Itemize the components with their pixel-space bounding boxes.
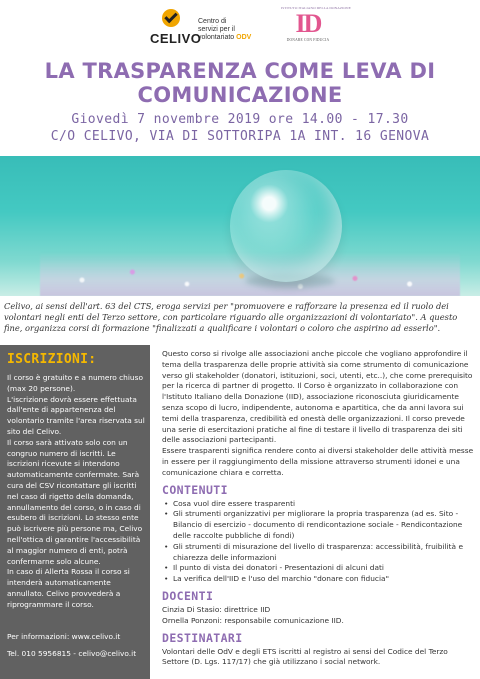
celivo-logo [150, 8, 260, 48]
contact-separator: - [70, 648, 79, 658]
main-content [162, 349, 474, 668]
iid-subtitle: DONARE CON FIDUCIA [286, 38, 330, 42]
glass-sphere [230, 170, 342, 282]
list-item: • Gli strumenti organizzativi per migliorare la propria trasparenza (ad es. Sito - Bilancio di esercizio - documento di rendicontazione sociale - Rendicontazione delle raccolte pubbliche di fondi) [162, 509, 474, 541]
celivo-tagline: Centro di servizi per il volontariato ODV [198, 18, 252, 41]
iid-arch-text: ISTITUTO ITALIANO DELLA DONAZIONE [281, 6, 351, 10]
docente-entry: Cinzia Di Stasio: direttrice IID [162, 604, 271, 614]
list-item: • La verifica dell'IID e l'uso del marchio "donare con fiducia" [162, 574, 474, 585]
iscrizioni-paragraph: L'iscrizione dovrà essere effettuata dall'ente di appartenenza del volontario tramite l'area riservata sul sito del Celivo. [7, 394, 145, 436]
description-paragraph: Essere trasparenti significa rendere conto ai diversi stakeholder delle attività messe in essere per il raggiungimento della missione attraverso strumenti idonei e una comunicazione chiara e corretta. [162, 446, 474, 477]
iscrizioni-paragraph: In caso di Allerta Rossa il corso si intenderà automaticamente annullato. Celivo provvederà a riprogrammare il corso. [7, 567, 130, 609]
email-link[interactable]: celivo@celivo.it [78, 648, 137, 658]
intro-text: Celivo, ai sensi dell'art. 63 del CTS, eroga servizi per "promuovere e rafforzare la presenza ed il ruolo dei volontari negli enti del Terzo settore, con particolare riguardo alle organizzazioni di volontariato". A questo fine, organizza corsi di formazione "finalizzati a qualificare i volontari o coloro che aspirino ad esserlo". [4, 301, 458, 333]
contenuti-heading: CONTENUTI [162, 482, 228, 497]
docente-entry: Ornella Ponzoni: responsabile comunicazione IID. [162, 615, 344, 625]
info-website-link[interactable]: Per informazioni: www.celivo.it [7, 632, 121, 641]
page-title-line-2: COMUNICAZIONE [137, 83, 343, 107]
list-item: • Gli strumenti di misurazione del livello di trasparenza: accessibilità, fruibilità e chiarezza delle informazioni [162, 542, 474, 564]
event-place: C/O CELIVO, VIA DI SOTTORIPA 1A INT. 16 GENOVA [50, 129, 430, 144]
contact-info [7, 632, 149, 660]
iid-logo [281, 6, 351, 52]
iid-mark: ID [295, 9, 321, 38]
celivo-check-icon [150, 9, 202, 47]
phone-number[interactable]: Tel. 010 5956815 [7, 648, 71, 658]
description-paragraph: Questo corso si rivolge alle associazioni anche piccole che vogliano approfondire il tema della trasparenza delle proprie attività sia come strumento di comunicazione verso gli stakeholder (donatori, istituzioni, soci, utenti, etc..), che come prerequisito per la ricerca di partner di progetto. Il Corso è organizzato in collaborazione con l'Istituto Italiano della Donazione (IID), associazione riconosciuta giuridicamente senza scopo di lucro, indipendente, autonoma e apartitica, che da anni lavora sui temi della trasparenza, credibilità ed onestà delle organizzazioni. Il corso prevede una serie di esercitazioni pratiche al fine di testare il livello di trasparenza dei siti delle associazioni partecipanti. [162, 349, 473, 445]
list-item: • Il punto di vista dei donatori - Presentazioni di alcuni dati [162, 563, 474, 574]
iscrizioni-heading: ISCRIZIONI: [7, 352, 97, 367]
contenuti-list [162, 499, 474, 585]
destinatari-heading: DESTINATARI [162, 630, 243, 645]
iscrizioni-body [7, 373, 149, 611]
iscrizioni-panel [0, 345, 150, 679]
hero-glass-sphere-image [0, 156, 480, 296]
list-item: • Cosa vuol dire essere trasparenti [162, 499, 474, 510]
celivo-brand: CELIVO [150, 31, 202, 46]
iscrizioni-paragraph: Il corso è gratuito e a numero chiuso (max 20 persone). [7, 373, 143, 393]
page-title-line-1: LA TRASPARENZA COME LEVA DI [44, 59, 436, 83]
iscrizioni-paragraph: Il corso sarà attivato solo con un congruo numero di iscritti. Le iscrizioni ricevute si intendono automaticamente confermate. Sarà cura del CSV ricontattare gli iscritti nel caso di rigetto della domanda, annullamento del corso, o in caso di esubero di iscrizioni. Lo stesso ente può iscrivere più persone ma, Celivo nell'ottica di garantire l'accessibilità al maggior numero di enti, potrà confermarne solo alcune. [7, 437, 143, 566]
destinatari-text: Volontari delle OdV e degli ETS iscritti al registro ai sensi del Codice del Terzo Settore (D. Lgs. 117/17) che già utilizzano i social network. [162, 646, 448, 667]
docenti-heading: DOCENTI [162, 588, 214, 603]
event-date: Giovedì 7 novembre 2019 ore 14.00 - 17.30 [71, 112, 409, 127]
